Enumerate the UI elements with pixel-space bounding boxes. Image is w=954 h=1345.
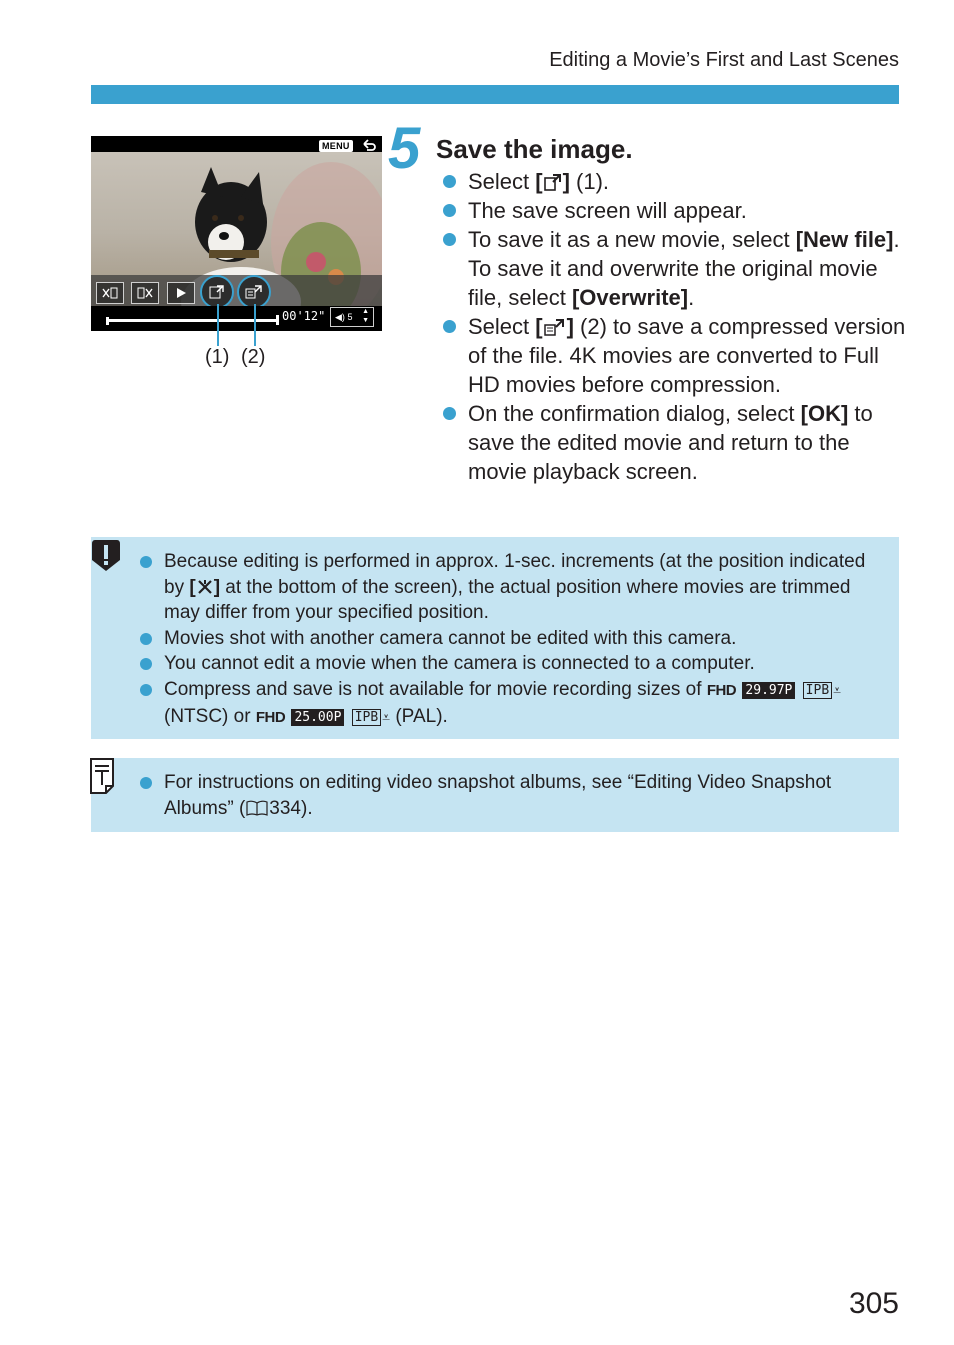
header-title: Editing a Movie’s First and Last Scenes xyxy=(549,49,899,71)
callout-label-2: (2) xyxy=(241,346,266,368)
timecode: 00'12" xyxy=(282,309,326,323)
caution-list xyxy=(139,549,889,730)
save-icon xyxy=(543,170,563,190)
play-icon[interactable] xyxy=(167,282,195,304)
callout-label-1: (1) xyxy=(205,346,230,368)
book-icon xyxy=(245,799,269,817)
cut-end-icon[interactable] xyxy=(131,282,159,304)
volume-control[interactable] xyxy=(330,307,374,327)
step-bullets xyxy=(440,167,910,486)
menu-badge: MENU xyxy=(319,140,353,152)
step-title: Save the image. xyxy=(436,134,633,164)
framerate-badge: 25.00P xyxy=(291,709,344,726)
bullet-dot xyxy=(443,407,456,420)
list-item: To save it as a new movie, select [New file]. To save it and overwrite the original movie file, select [Overwrite]. xyxy=(440,225,910,312)
camera-screen xyxy=(91,136,382,331)
list-item: Compress and save is not available for movie recording sizes of FHD 29.97P IPB ⩡ (NTSC) or FHD 25.00P IPB ⩡ (PAL). xyxy=(139,677,889,730)
memo-box xyxy=(91,758,899,832)
light-compression-icon: ⩡ xyxy=(833,681,842,698)
list-item: You cannot edit a movie when the camera is connected to a computer. xyxy=(139,651,889,677)
bullet-dot xyxy=(140,777,152,789)
step-number: 5 xyxy=(388,116,421,181)
bullet-dot xyxy=(140,633,152,645)
caution-box xyxy=(91,537,899,739)
bullet-dot xyxy=(140,684,152,696)
fhd-format-badge: FHD xyxy=(706,681,737,699)
bullet-dot xyxy=(443,204,456,217)
timeline-track[interactable] xyxy=(107,319,277,322)
cut-beginning-icon[interactable] xyxy=(96,282,124,304)
callout-line-1 xyxy=(217,304,219,346)
ipb-badge: IPB xyxy=(352,709,381,726)
return-icon xyxy=(361,138,377,152)
volume-level: 5 xyxy=(347,312,353,322)
header-bar xyxy=(91,85,899,104)
fhd-format-badge: FHD xyxy=(255,708,286,726)
compress-save-icon xyxy=(543,315,567,335)
timeline-start-marker[interactable] xyxy=(106,317,109,325)
bullet-dot xyxy=(140,556,152,568)
timeline-end-marker[interactable] xyxy=(276,315,279,325)
list-item: The save screen will appear. xyxy=(440,196,910,225)
list-item: Select [ ] (2) to save a compressed version of the file. 4K movies are converted to Full HD movies before compression. xyxy=(440,312,910,399)
speaker-icon: ◀) xyxy=(335,312,345,322)
list-item: Select [ ] (1). xyxy=(440,167,910,196)
cut-marker-icon xyxy=(196,578,214,596)
light-compression-icon: ⩡ xyxy=(382,708,391,725)
list-item: On the confirmation dialog, select [OK] to save the edited movie and return to the movie playback screen. xyxy=(440,399,910,486)
bullet-dot xyxy=(140,658,152,670)
timeline xyxy=(91,306,382,331)
memo-list xyxy=(139,770,889,821)
bullet-dot xyxy=(443,233,456,246)
framerate-badge: 29.97P xyxy=(742,682,795,699)
list-item: For instructions on editing video snapshot albums, see “Editing Video Snapshot Albums” ( 334). xyxy=(139,770,889,821)
callout-line-2 xyxy=(254,304,256,346)
page-number: 305 xyxy=(848,1287,899,1320)
list-item: Movies shot with another camera cannot be edited with this camera. xyxy=(139,626,889,652)
control-bar xyxy=(91,275,382,306)
list-item: Because editing is performed in approx. 1-sec. increments (at the position indicated by [ ] at the bottom of the screen), the actual position where movies are trimmed may differ from your specified position. xyxy=(139,549,889,626)
ipb-badge: IPB xyxy=(803,682,832,699)
volume-arrows-icon: ▲ ▼ xyxy=(362,308,369,324)
bullet-dot xyxy=(443,175,456,188)
page-reference[interactable]: 334 xyxy=(269,797,301,819)
bullet-dot xyxy=(443,320,456,333)
